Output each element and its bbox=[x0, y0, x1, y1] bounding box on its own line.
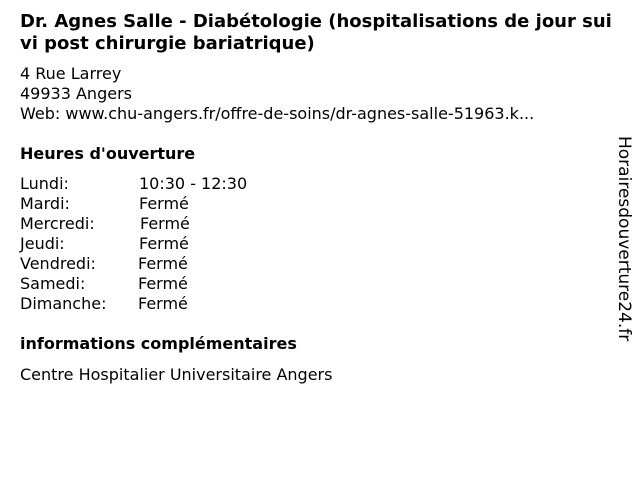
website-link[interactable]: Web: www.chu-angers.fr/offre-de-soins/dr-agnes-salle-51963.k... bbox=[20, 104, 535, 123]
hours-value: 10:30 - 12:30 bbox=[139, 174, 248, 193]
hours-value: Fermé bbox=[138, 254, 188, 273]
day-label: Mardi: bbox=[20, 194, 70, 213]
street-address: 4 Rue Larrey bbox=[20, 64, 122, 83]
site-watermark: Horairesdouverture24.fr bbox=[614, 136, 634, 342]
hours-row-sunday bbox=[20, 294, 188, 314]
hours-value: Fermé bbox=[138, 274, 188, 293]
hours-row-monday bbox=[20, 174, 248, 194]
hours-value: Fermé bbox=[140, 214, 190, 233]
day-label: Jeudi: bbox=[20, 234, 65, 253]
opening-hours-heading: Heures d'ouverture bbox=[20, 144, 196, 163]
hours-row-tuesday bbox=[20, 194, 189, 214]
opening-hours-table bbox=[20, 174, 248, 314]
day-label: Vendredi: bbox=[20, 254, 96, 273]
hours-row-wednesday bbox=[20, 214, 190, 234]
hours-row-friday bbox=[20, 254, 188, 274]
hours-row-thursday bbox=[20, 234, 189, 254]
additional-info-text: Centre Hospitalier Universitaire Angers bbox=[20, 365, 333, 384]
hours-value: Fermé bbox=[138, 294, 188, 313]
hours-value: Fermé bbox=[139, 234, 189, 253]
city-address: 49933 Angers bbox=[20, 84, 132, 103]
address-block bbox=[20, 64, 534, 124]
day-label: Lundi: bbox=[20, 174, 69, 193]
hours-value: Fermé bbox=[139, 194, 189, 213]
day-label: Mercredi: bbox=[20, 214, 95, 233]
day-label: Samedi: bbox=[20, 274, 86, 293]
additional-info-heading: informations complémentaires bbox=[20, 334, 297, 353]
day-label: Dimanche: bbox=[20, 294, 107, 313]
hours-row-saturday bbox=[20, 274, 188, 294]
page-title: Dr. Agnes Salle - Diabétologie (hospitalisations de jour suivi post chirurgie bariatrique) bbox=[20, 11, 612, 54]
